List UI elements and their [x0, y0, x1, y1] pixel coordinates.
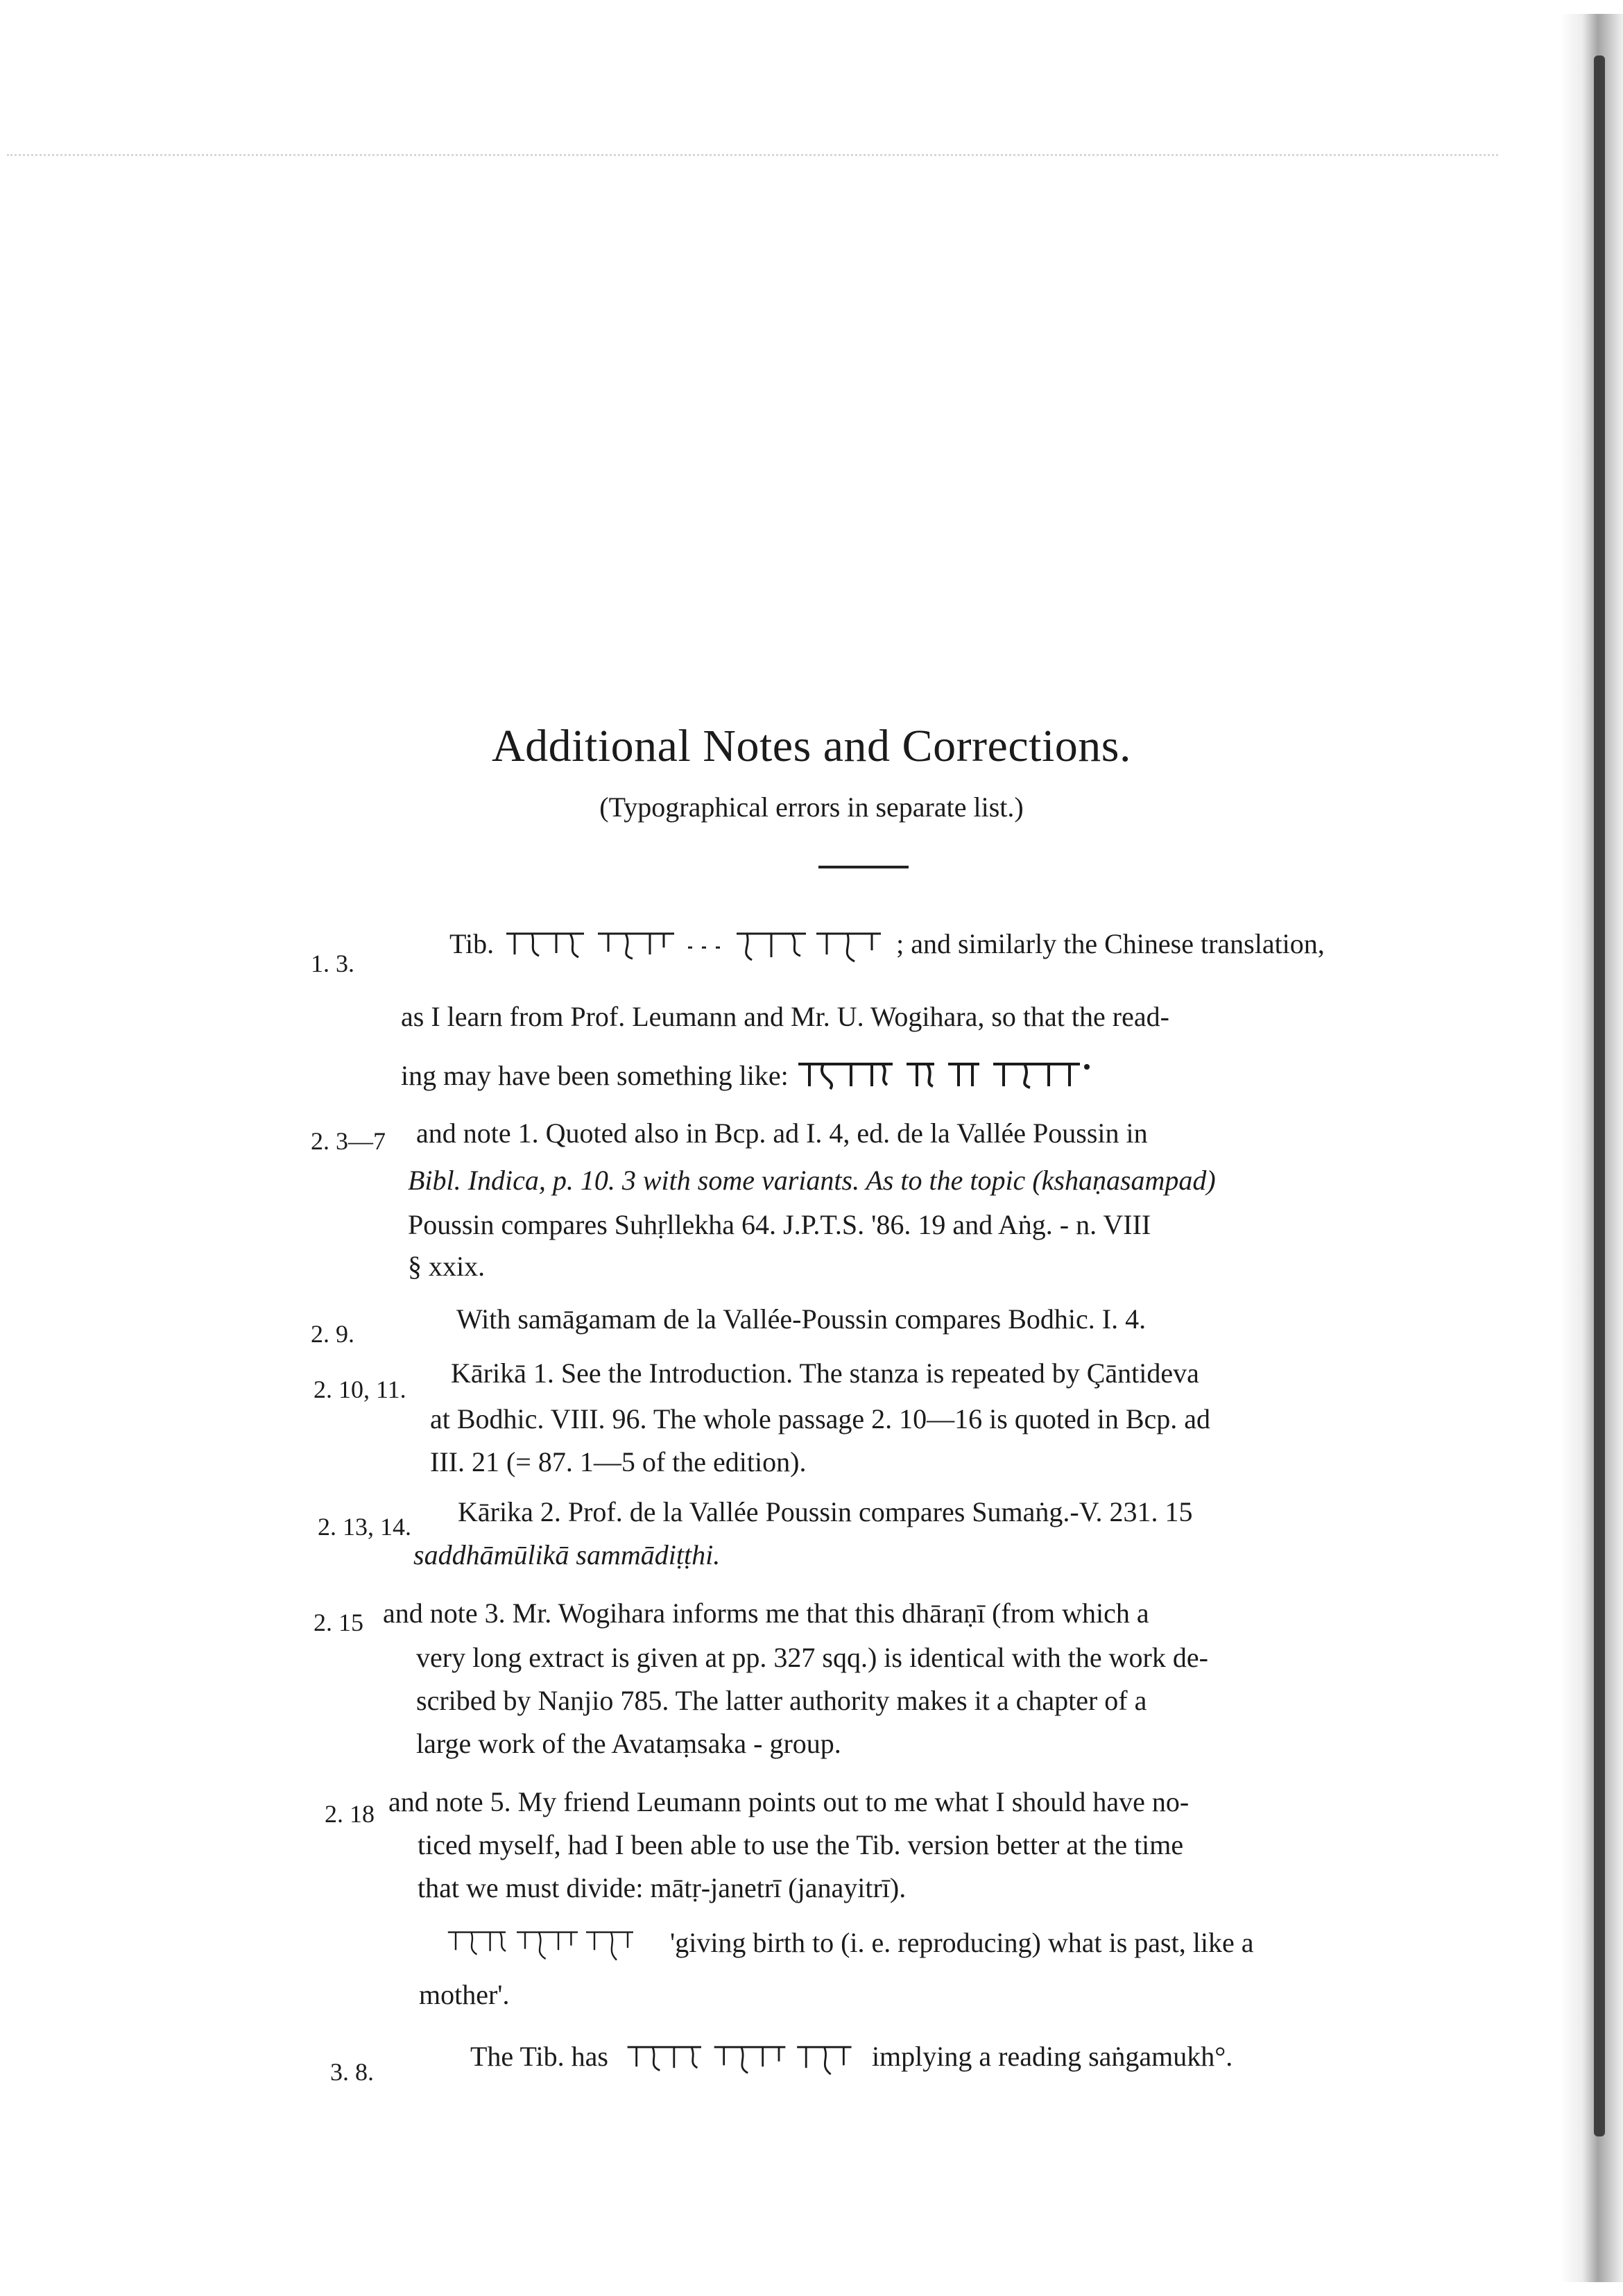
- note-text: 'giving birth to (i. e. reproducing) what is past, like a: [670, 1927, 1254, 1958]
- note-line: scribed by Nanjio 785. The latter authority makes it a chapter of a: [416, 1685, 1147, 1716]
- note-line: large work of the Avataṃsaka - group.: [416, 1728, 841, 1759]
- note-line: very long extract is given at pp. 327 sqq.) is identical with the work de-: [416, 1642, 1208, 1673]
- note-line: [449, 927, 1325, 966]
- tibetan-script-image: [501, 927, 889, 966]
- note-ref: 2. 15: [314, 1609, 363, 1636]
- note-line: and note 5. My friend Leumann points out to me what I should have no-: [388, 1786, 1190, 1817]
- note-ref: 2. 10, 11.: [314, 1376, 406, 1403]
- page-subtitle: (Typographical errors in separate list.): [599, 791, 1024, 823]
- note-line: III. 21 (= 87. 1—5 of the edition).: [430, 1446, 807, 1477]
- tibetan-script-image: [615, 2039, 865, 2078]
- note-line: Poussin compares Suhṛllekha 64. J.P.T.S. '86. 19 and Aṅg. - n. VIII: [408, 1209, 1151, 1240]
- note-line: and note 3. Mr. Wogihara informs me that this dhāraṇī (from which a: [383, 1597, 1149, 1629]
- note-line: ticed myself, had I been able to use the Tib. version better at the time: [418, 1829, 1184, 1860]
- note-line: Kārikā 1. See the Introduction. The stanza is repeated by Çāntideva: [451, 1357, 1199, 1389]
- note-line: as I learn from Prof. Leumann and Mr. U. Wogihara, so that the read-: [401, 1001, 1169, 1032]
- note-line: [470, 2039, 1233, 2078]
- note-ref: 3. 8.: [330, 2058, 374, 2086]
- note-line: [401, 1059, 1094, 1092]
- devanagari-script-image: [796, 1059, 1094, 1092]
- note-text: ing may have been something like:: [401, 1060, 789, 1091]
- note-text: Tib.: [449, 928, 495, 959]
- note-text: The Tib. has: [470, 2041, 608, 2072]
- note-text: ; and similarly the Chinese translation,: [896, 928, 1325, 959]
- note-line: With samāgamam de la Vallée-Poussin compares Bodhic. I. 4.: [456, 1303, 1147, 1335]
- note-ref: 2. 3—7: [311, 1127, 386, 1155]
- note-ref: 2. 18: [325, 1800, 375, 1828]
- note-line: and note 1. Quoted also in Bcp. ad I. 4, ed. de la Vallée Poussin in: [416, 1117, 1148, 1149]
- page-title: Additional Notes and Corrections.: [491, 721, 1131, 771]
- note-line: mother'.: [419, 1979, 510, 2010]
- note-text: implying a reading saṅgamukh°.: [871, 2041, 1233, 2072]
- note-line: [420, 1926, 1253, 1964]
- note-line: saddhāmūlikā sammādiṭṭhi.: [413, 1539, 721, 1570]
- note-line: Kārika 2. Prof. de la Vallée Poussin compares Sumaṅg.-V. 231. 15: [458, 1496, 1193, 1527]
- note-line: § xxix.: [408, 1251, 486, 1282]
- note-line: Bibl. Indica, p. 10. 3 with some variants. As to the topic (kshaṇasampad): [408, 1165, 1216, 1196]
- note-ref: 2. 9.: [311, 1320, 354, 1348]
- note-line: that we must divide: mātṛ-janetrī (janayitrī).: [418, 1872, 907, 1903]
- tibetan-script-image: [420, 1926, 663, 1964]
- note-line: at Bodhic. VIII. 96. The whole passage 2. 10—16 is quoted in Bcp. ad: [430, 1403, 1210, 1434]
- note-ref: 2. 13, 14.: [318, 1513, 411, 1541]
- note-ref: 1. 3.: [311, 950, 354, 977]
